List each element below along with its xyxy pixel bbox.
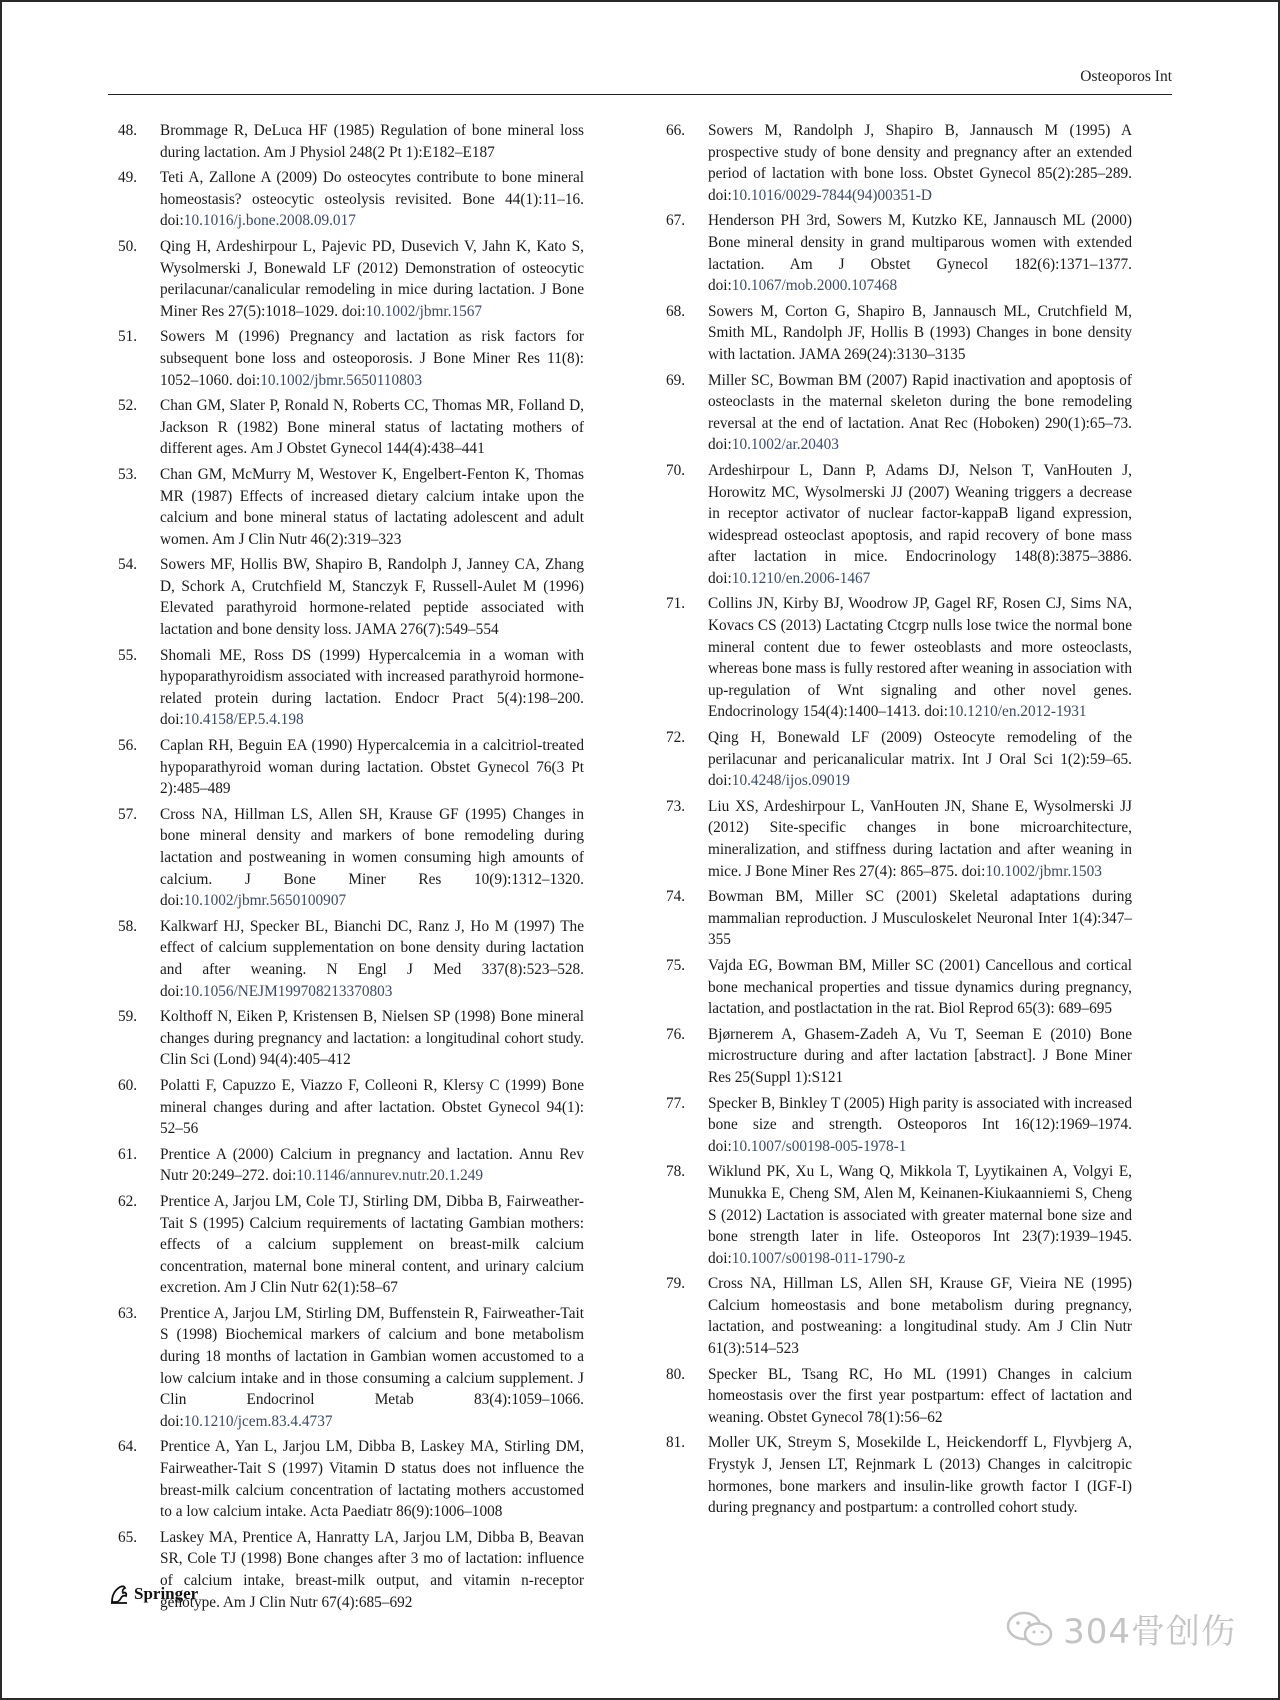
reference-citation: Sowers M, Randolph J, Shapiro B, Jannausch M (1995) A prospective study of bone density and pregnancy after an extended period of lactation with bone loss. Obstet Gynecol 85(2):285–289. doi: (708, 122, 1132, 204)
reference-entry (666, 796, 1132, 882)
reference-citation: Henderson PH 3rd, Sowers M, Kutzko KE, Jannausch ML (2000) Bone mineral density in grand multiparous women with extended lactation. Am J Obstet Gynecol 182(6):1371–1377. doi: (708, 212, 1132, 295)
reference-text (160, 167, 584, 232)
reference-entry (666, 955, 1132, 1020)
page-header (108, 66, 1172, 95)
reference-citation: Polatti F, Capuzzo E, Viazzo F, Colleoni R, Klersy C (1999) Bone mineral changes during and after lactation. Obstet Gynecol 94(1): 52–56 (160, 1076, 584, 1138)
reference-number: 81. (666, 1434, 686, 1452)
reference-citation: Sowers M (1996) Pregnancy and lactation as risk factors for subsequent bone loss and osteoporosis. J Bone Miner Res 11(8): 1052–1060. doi: (160, 328, 584, 389)
reference-text (708, 727, 1132, 792)
reference-text (708, 460, 1132, 590)
reference-number: 49. (118, 169, 138, 187)
reference-number: 65. (118, 1528, 138, 1546)
reference-number: 55. (118, 646, 138, 664)
reference-entry (118, 804, 584, 912)
reference-citation: Chan GM, Slater P, Ronald N, Roberts CC, Thomas MR, Folland D, Jackson R (1982) Bone mineral status of lactating mothers of different ages. Am J Obstet Gynecol 144(4):438–441 (160, 397, 584, 458)
reference-citation: Cross NA, Hillman LS, Allen SH, Krause GF (1995) Changes in bone mineral density and markers of bone remodeling during lactation and postweaning in women consuming high amounts of calcium. J Bone Miner Res 10(9):1312–1320. doi: (160, 805, 584, 910)
reference-entry (666, 1161, 1132, 1269)
doi-link[interactable]: 10.1002/ar.20403 (731, 436, 839, 454)
reference-number: 75. (666, 956, 686, 974)
reference-text (160, 1144, 584, 1187)
doi-link[interactable]: 10.1056/NEJM199708213370803 (183, 982, 393, 1000)
reference-text (160, 395, 584, 460)
reference-citation: Vajda EG, Bowman BM, Miller SC (2001) Cancellous and cortical bone mechanical properties and tissue dynamics during pregnancy, lactation, and postlactation in the rat. Biol Reprod 65(3): 689–695 (708, 956, 1132, 1018)
reference-entry (118, 1144, 584, 1187)
reference-citation: Wiklund PK, Xu L, Wang Q, Mikkola T, Lyytikainen A, Volgyi E, Munukka E, Cheng SM, Alen M, Keinanen-Kiukaanniemi S, Cheng S (2012) Lactation is associated with greater maternal bone size and bone strength later in life. Osteoporos Int 23(7):1939–1945. doi: (708, 1163, 1132, 1267)
reference-entry (118, 735, 584, 800)
wechat-icon (1005, 1609, 1055, 1649)
reference-text (708, 1024, 1132, 1089)
reference-text (160, 326, 584, 391)
reference-entry (666, 1273, 1132, 1359)
reference-number: 58. (118, 917, 138, 935)
reference-citation: Prentice A (2000) Calcium in pregnancy and lactation. Annu Rev Nutr 20:249–272. doi: (160, 1145, 584, 1185)
reference-number: 66. (666, 122, 686, 139)
reference-citation: Collins JN, Kirby BJ, Woodrow JP, Gagel RF, Rosen CJ, Sims NA, Kovacs CS (2013) Lactating Ctcgrp nulls lose twice the normal bone mineral content due to fewer osteoblasts and more osteoclasts, whereas bone mass is fully restored after weaning in association with up-regulation of Wnt signaling and other novel genes. Endocrinology 154(4):1400–1413. doi: (708, 595, 1132, 721)
reference-entry (666, 727, 1132, 792)
reference-number: 59. (118, 1008, 138, 1026)
reference-text (160, 1303, 584, 1433)
reference-entry (118, 167, 584, 232)
reference-number: 62. (118, 1192, 138, 1210)
right-reference-column (666, 120, 1132, 1523)
reference-number: 57. (118, 805, 138, 823)
reference-citation: Moller UK, Streym S, Mosekilde L, Heickendorff L, Flyvbjerg A, Frystyk J, Jensen LT, Rejnmark L (2013) Changes in calcitropic hormones, bone markers and insulin-like growth factor I (IGF-I) during pregnancy and postpartum: a controlled cohort study. (708, 1434, 1132, 1517)
reference-entry (118, 464, 584, 550)
reference-entry (118, 1303, 584, 1433)
left-reference-column (118, 120, 584, 1617)
reference-text (160, 916, 584, 1002)
reference-citation: Caplan RH, Beguin EA (1990) Hypercalcemia in a calcitriol-treated hypoparathyroid woman during lactation. Obstet Gynecol 76(3 Pt 2):485–489 (160, 737, 584, 798)
reference-citation: Cross NA, Hillman LS, Allen SH, Krause GF, Vieira NE (1995) Calcium homeostasis and bone metabolism during pregnancy, lactation, and postweaning: a longitudinal study. Am J Clin Nutr 61(3):514–523 (708, 1275, 1132, 1358)
reference-text (160, 236, 584, 322)
watermark-text: 304骨创伤 (1063, 1612, 1236, 1652)
reference-text (708, 301, 1132, 366)
doi-link[interactable]: 10.1210/en.2006-1467 (731, 569, 871, 587)
watermark (1005, 1604, 1236, 1653)
reference-entry (118, 236, 584, 322)
doi-link[interactable]: 10.1067/mob.2000.107468 (731, 277, 898, 295)
reference-citation: Kalkwarf HJ, Specker BL, Bianchi DC, Ranz J, Ho M (1997) The effect of calcium supplementation on bone density during lactation and after weaning. N Engl J Med 337(8):523–528. doi: (160, 917, 584, 1000)
doi-link[interactable]: 10.1016/0029-7844(94)00351-D (731, 186, 932, 204)
reference-text (160, 120, 584, 163)
reference-citation: Brommage R, DeLuca HF (1985) Regulation of bone mineral loss during lactation. Am J Physiol 248(2 Pt 1):E182–E187 (160, 122, 584, 161)
publisher-name: Springer (134, 1584, 199, 1603)
reference-text (708, 955, 1132, 1020)
reference-number: 53. (118, 465, 138, 483)
doi-link[interactable]: 10.4248/ijos.09019 (731, 772, 850, 790)
reference-number: 73. (666, 797, 686, 815)
reference-text (160, 1006, 584, 1071)
reference-entry (666, 1024, 1132, 1089)
reference-text (160, 1191, 584, 1299)
reference-citation: Qing H, Bonewald LF (2009) Osteocyte remodeling of the perilacunar and pericanalicular matrix. Int J Oral Sci 1(2):59–65. doi: (708, 729, 1132, 790)
reference-entry (666, 370, 1132, 456)
reference-citation: Specker BL, Tsang RC, Ho ML (1991) Changes in calcium homeostasis over the first year postpartum: effect of lactation and weaning. Obstet Gynecol 78(1):56–62 (708, 1365, 1132, 1426)
reference-citation: Ardeshirpour L, Dann P, Adams DJ, Nelson T, VanHouten J, Horowitz MC, Wysolmerski JJ (2007) Weaning triggers a decrease in receptor activator of nuclear factor-kappaB ligand expression, widespread osteoclast apoptosis, and rapid recovery of bone mass after lactation in mice. Endocrinology 148(8):3875–3886. doi: (708, 461, 1132, 587)
reference-number: 70. (666, 461, 686, 479)
reference-number: 64. (118, 1438, 138, 1456)
reference-text (160, 464, 584, 550)
reference-citation: Qing H, Ardeshirpour L, Pajevic PD, Dusevich V, Jahn K, Kato S, Wysolmerski J, Bonewald LF (2012) Demonstration of osteocytic perilacunar/canalicular remodeling in mice during lactation. J Bone Miner Res 27(5):1018–1029. doi: (160, 237, 584, 320)
reference-text (708, 1432, 1132, 1518)
reference-citation: Chan GM, McMurry M, Westover K, Engelbert-Fenton K, Thomas MR (1987) Effects of increased dietary calcium intake upon the calcium and bone mineral status of lactating adolescent and adult women. Am J Clin Nutr 46(2):319–323 (160, 465, 584, 548)
reference-citation: Sowers MF, Hollis BW, Shapiro B, Randolph J, Janney CA, Zhang D, Schork A, Crutchfield M, Stanczyk F, Russell-Aulet M (1996) Elevated parathyroid hormone-related peptide associated with lactation and bone density loss. JAMA 276(7):549–554 (160, 556, 584, 639)
reference-text (708, 886, 1132, 951)
reference-number: 56. (118, 737, 138, 755)
springer-logo (108, 1583, 198, 1605)
reference-number: 51. (118, 328, 138, 346)
reference-number: 54. (118, 556, 138, 574)
reference-number: 76. (666, 1025, 686, 1043)
reference-text (160, 1527, 584, 1613)
reference-number: 79. (666, 1275, 686, 1293)
reference-text (708, 1161, 1132, 1269)
reference-citation: Liu XS, Ardeshirpour L, VanHouten JN, Shane E, Wysolmerski JJ (2012) Site-specific changes in bone microarchitecture, mineralization, and stiffness during lactation and after weaning in mice. J Bone Miner Res 27(4): 865–875. doi: (708, 797, 1132, 880)
reference-text (708, 1093, 1132, 1158)
reference-entry (118, 326, 584, 391)
doi-link[interactable]: 10.1002/jbmr.5650110803 (260, 371, 423, 389)
reference-citation: Miller SC, Bowman BM (2007) Rapid inactivation and apoptosis of osteoclasts in the maternal skeleton during the bone remodeling reversal at the end of lactation. Anat Rec (Hoboken) 290(1):65–73. doi: (708, 371, 1132, 454)
reference-entry (666, 301, 1132, 366)
doi-link[interactable]: 10.4158/EP.5.4.198 (183, 711, 304, 729)
reference-text (160, 1436, 584, 1522)
doi-link[interactable]: 10.1016/j.bone.2008.09.017 (183, 212, 356, 230)
doi-link[interactable]: 10.1007/s00198-011-1790-z (731, 1249, 905, 1267)
reference-entry (118, 395, 584, 460)
doi-link[interactable]: 10.1146/annurev.nutr.20.1.249 (296, 1167, 484, 1185)
reference-number: 48. (118, 122, 138, 139)
reference-text (160, 804, 584, 912)
reference-number: 67. (666, 212, 686, 230)
doi-link[interactable]: 10.1007/s00198-005-1978-1 (731, 1137, 907, 1155)
reference-entry (118, 1075, 584, 1140)
reference-citation: Kolthoff N, Eiken P, Kristensen B, Nielsen SP (1998) Bone mineral changes during pregnancy and lactation: a longitudinal cohort study. Clin Sci (Lond) 94(4):405–412 (160, 1008, 584, 1069)
reference-entry (666, 1364, 1132, 1429)
reference-entry (118, 1436, 584, 1522)
reference-text (708, 210, 1132, 296)
reference-number: 61. (118, 1145, 138, 1163)
doi-link[interactable]: 10.1002/jbmr.1503 (985, 862, 1102, 880)
springer-horse-icon (108, 1583, 130, 1605)
reference-entry (666, 1432, 1132, 1518)
reference-number: 60. (118, 1076, 138, 1094)
reference-text (708, 1364, 1132, 1429)
reference-number: 71. (666, 595, 686, 613)
reference-entry (666, 1093, 1132, 1158)
reference-text (708, 370, 1132, 456)
reference-entry (666, 210, 1132, 296)
reference-entry (118, 916, 584, 1002)
reference-entry (118, 120, 584, 163)
reference-text (160, 1075, 584, 1140)
reference-citation: Teti A, Zallone A (2009) Do osteocytes contribute to bone mineral homeostasis? osteocytic osteolysis revisited. Bone 44(1):11–16. doi: (160, 169, 584, 230)
reference-text (160, 645, 584, 731)
reference-number: 77. (666, 1094, 686, 1112)
reference-text (708, 1273, 1132, 1359)
reference-entry (666, 593, 1132, 723)
reference-number: 74. (666, 888, 686, 906)
reference-citation: Bowman BM, Miller SC (2001) Skeletal adaptations during mammalian reproduction. J Musculoskelet Neuronal Inter 1(4):347–355 (708, 888, 1132, 949)
reference-number: 80. (666, 1365, 686, 1383)
reference-number: 72. (666, 729, 686, 747)
reference-text (708, 796, 1132, 882)
reference-text (160, 554, 584, 640)
reference-text (708, 593, 1132, 723)
reference-text (708, 120, 1132, 206)
reference-number: 78. (666, 1163, 686, 1181)
reference-number: 63. (118, 1304, 138, 1322)
reference-citation: Shomali ME, Ross DS (1999) Hypercalcemia in a woman with hypoparathyroidism associated with increased parathyroid hormone-related protein during lactation. Endocr Pract 5(4):198–200. doi: (160, 646, 584, 729)
reference-number: 50. (118, 237, 138, 255)
reference-text (160, 735, 584, 800)
reference-entry (118, 554, 584, 640)
reference-citation: Prentice A, Jarjou LM, Stirling DM, Buffenstein R, Fairweather-Tait S (1998) Biochemical markers of calcium and bone metabolism during 18 months of lactation in Gambian women accustomed to a low calcium intake and in those consuming a calcium supplement. J Clin Endocrinol Metab 83(4):1059–1066. doi: (160, 1304, 584, 1430)
reference-citation: Prentice A, Jarjou LM, Cole TJ, Stirling DM, Dibba B, Fairweather-Tait S (1995) Calcium requirements of lactating Gambian mothers: effects of a calcium supplement on breast-milk calcium concentration, maternal bone mineral content, and urinary calcium excretion. Am J Clin Nutr 62(1):58–67 (160, 1192, 584, 1297)
reference-number: 69. (666, 371, 686, 389)
doi-link[interactable]: 10.1210/jcem.83.4.4737 (183, 1412, 333, 1430)
reference-entry (118, 1006, 584, 1071)
reference-number: 52. (118, 397, 138, 415)
reference-citation: Specker B, Binkley T (2005) High parity is associated with increased bone size and strength. Osteoporos Int 16(12):1969–1974. doi: (708, 1094, 1132, 1155)
reference-entry (666, 460, 1132, 590)
reference-citation: Laskey MA, Prentice A, Hanratty LA, Jarjou LM, Dibba B, Beavan SR, Cole TJ (1998) Bone changes after 3 mo of lactation: influence of calcium intake, breast-milk output, and vitamin n-receptor genotype. Am J Clin Nutr 67(4):685–692 (160, 1528, 584, 1611)
journal-name: Osteoporos Int (1080, 68, 1172, 85)
reference-entry (118, 1191, 584, 1299)
reference-entry (118, 645, 584, 731)
reference-citation: Bjørnerem A, Ghasem-Zadeh A, Vu T, Seeman E (2010) Bone microstructure during and after lactation [abstract]. J Bone Miner Res 25(Suppl 1):S121 (708, 1025, 1132, 1086)
doi-link[interactable]: 10.1002/jbmr.5650100907 (183, 892, 347, 910)
reference-citation: Sowers M, Corton G, Shapiro B, Jannausch ML, Crutchfield M, Smith ML, Randolph JF, Hollis B (1993) Changes in bone density with lactation. JAMA 269(24):3130–3135 (708, 302, 1132, 363)
doi-link[interactable]: 10.1210/en.2012-1931 (948, 703, 1087, 721)
doi-link[interactable]: 10.1002/jbmr.1567 (365, 302, 483, 320)
reference-number: 68. (666, 302, 686, 320)
reference-citation: Prentice A, Yan L, Jarjou LM, Dibba B, Laskey MA, Stirling DM, Fairweather-Tait S (1997) Vitamin D status does not influence the breast-milk calcium concentration of lactating mothers accustomed to a low calcium intake. Acta Paediatr 86(9):1006–1008 (160, 1438, 584, 1521)
reference-entry (666, 120, 1132, 206)
reference-entry (666, 886, 1132, 951)
